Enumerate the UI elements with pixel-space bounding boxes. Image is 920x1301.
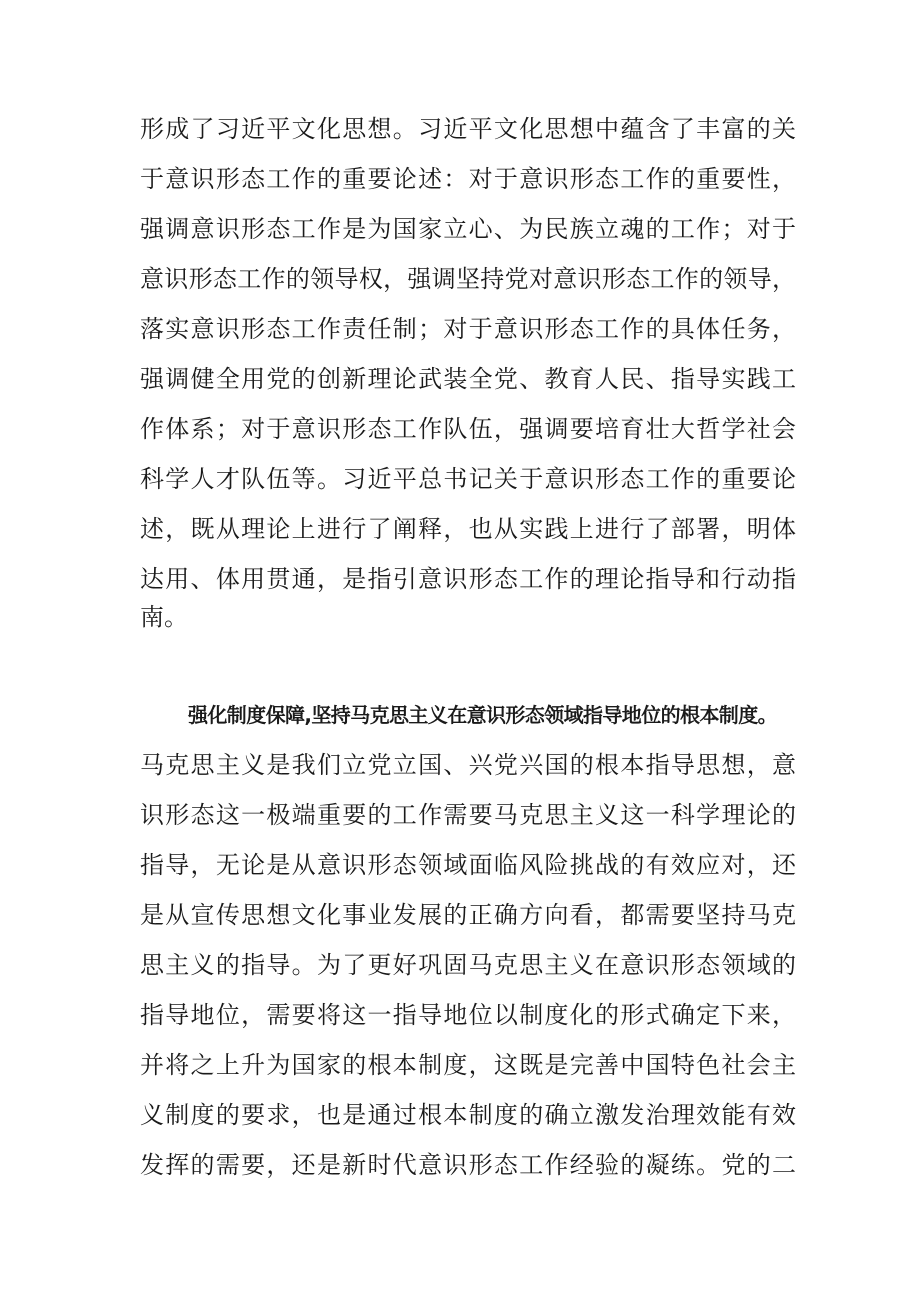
paragraph-line: 思主义的指导。为了更好巩固马克思主义在意识形态领域的 [140,951,796,979]
section-heading: 强化制度保障,坚持马克思主义在意识形态领域指导地位的根本制度。 [188,703,777,727]
paragraph-line: 发挥的需要，还是新时代意识形态工作经验的凝练。党的二 [140,1151,796,1179]
paragraph-line: 形成了习近平文化思想。习近平文化思想中蕴含了丰富的关 [140,115,796,143]
paragraph-line: 指导，无论是从意识形态领域面临风险挑战的有效应对，还 [140,851,796,879]
paragraph-line: 于意识形态工作的重要论述：对于意识形态工作的重要性， [140,165,796,193]
paragraph-line: 识形态这一极端重要的工作需要马克思主义这一科学理论的 [140,801,796,829]
paragraph-line: 强调意识形态工作是为国家立心、为民族立魂的工作；对于 [140,215,796,243]
paragraph-line: 作体系；对于意识形态工作队伍，强调要培育壮大哲学社会 [140,415,796,443]
paragraph-line: 南。 [140,603,188,631]
paragraph-line: 意识形态工作的领导权，强调坚持党对意识形态工作的领导， [140,265,796,293]
paragraph-line: 指导地位，需要将这一指导地位以制度化的形式确定下来， [140,1001,796,1029]
paragraph-line: 述，既从理论上进行了阐释，也从实践上进行了部署，明体 [140,515,796,543]
paragraph-line: 马克思主义是我们立党立国、兴党兴国的根本指导思想，意 [140,751,796,779]
paragraph-line: 是从宣传思想文化事业发展的正确方向看，都需要坚持马克 [140,901,796,929]
paragraph-line: 并将之上升为国家的根本制度，这既是完善中国特色社会主 [140,1051,796,1079]
paragraph-line: 义制度的要求，也是通过根本制度的确立激发治理效能有效 [140,1101,796,1129]
paragraph-line: 达用、体用贯通，是指引意识形态工作的理论指导和行动指 [140,565,796,593]
paragraph-line: 落实意识形态工作责任制；对于意识形态工作的具体任务， [140,315,796,343]
paragraph-line: 科学人才队伍等。习近平总书记关于意识形态工作的重要论 [140,465,796,493]
paragraph-line: 强调健全用党的创新理论武装全党、教育人民、指导实践工 [140,365,796,393]
